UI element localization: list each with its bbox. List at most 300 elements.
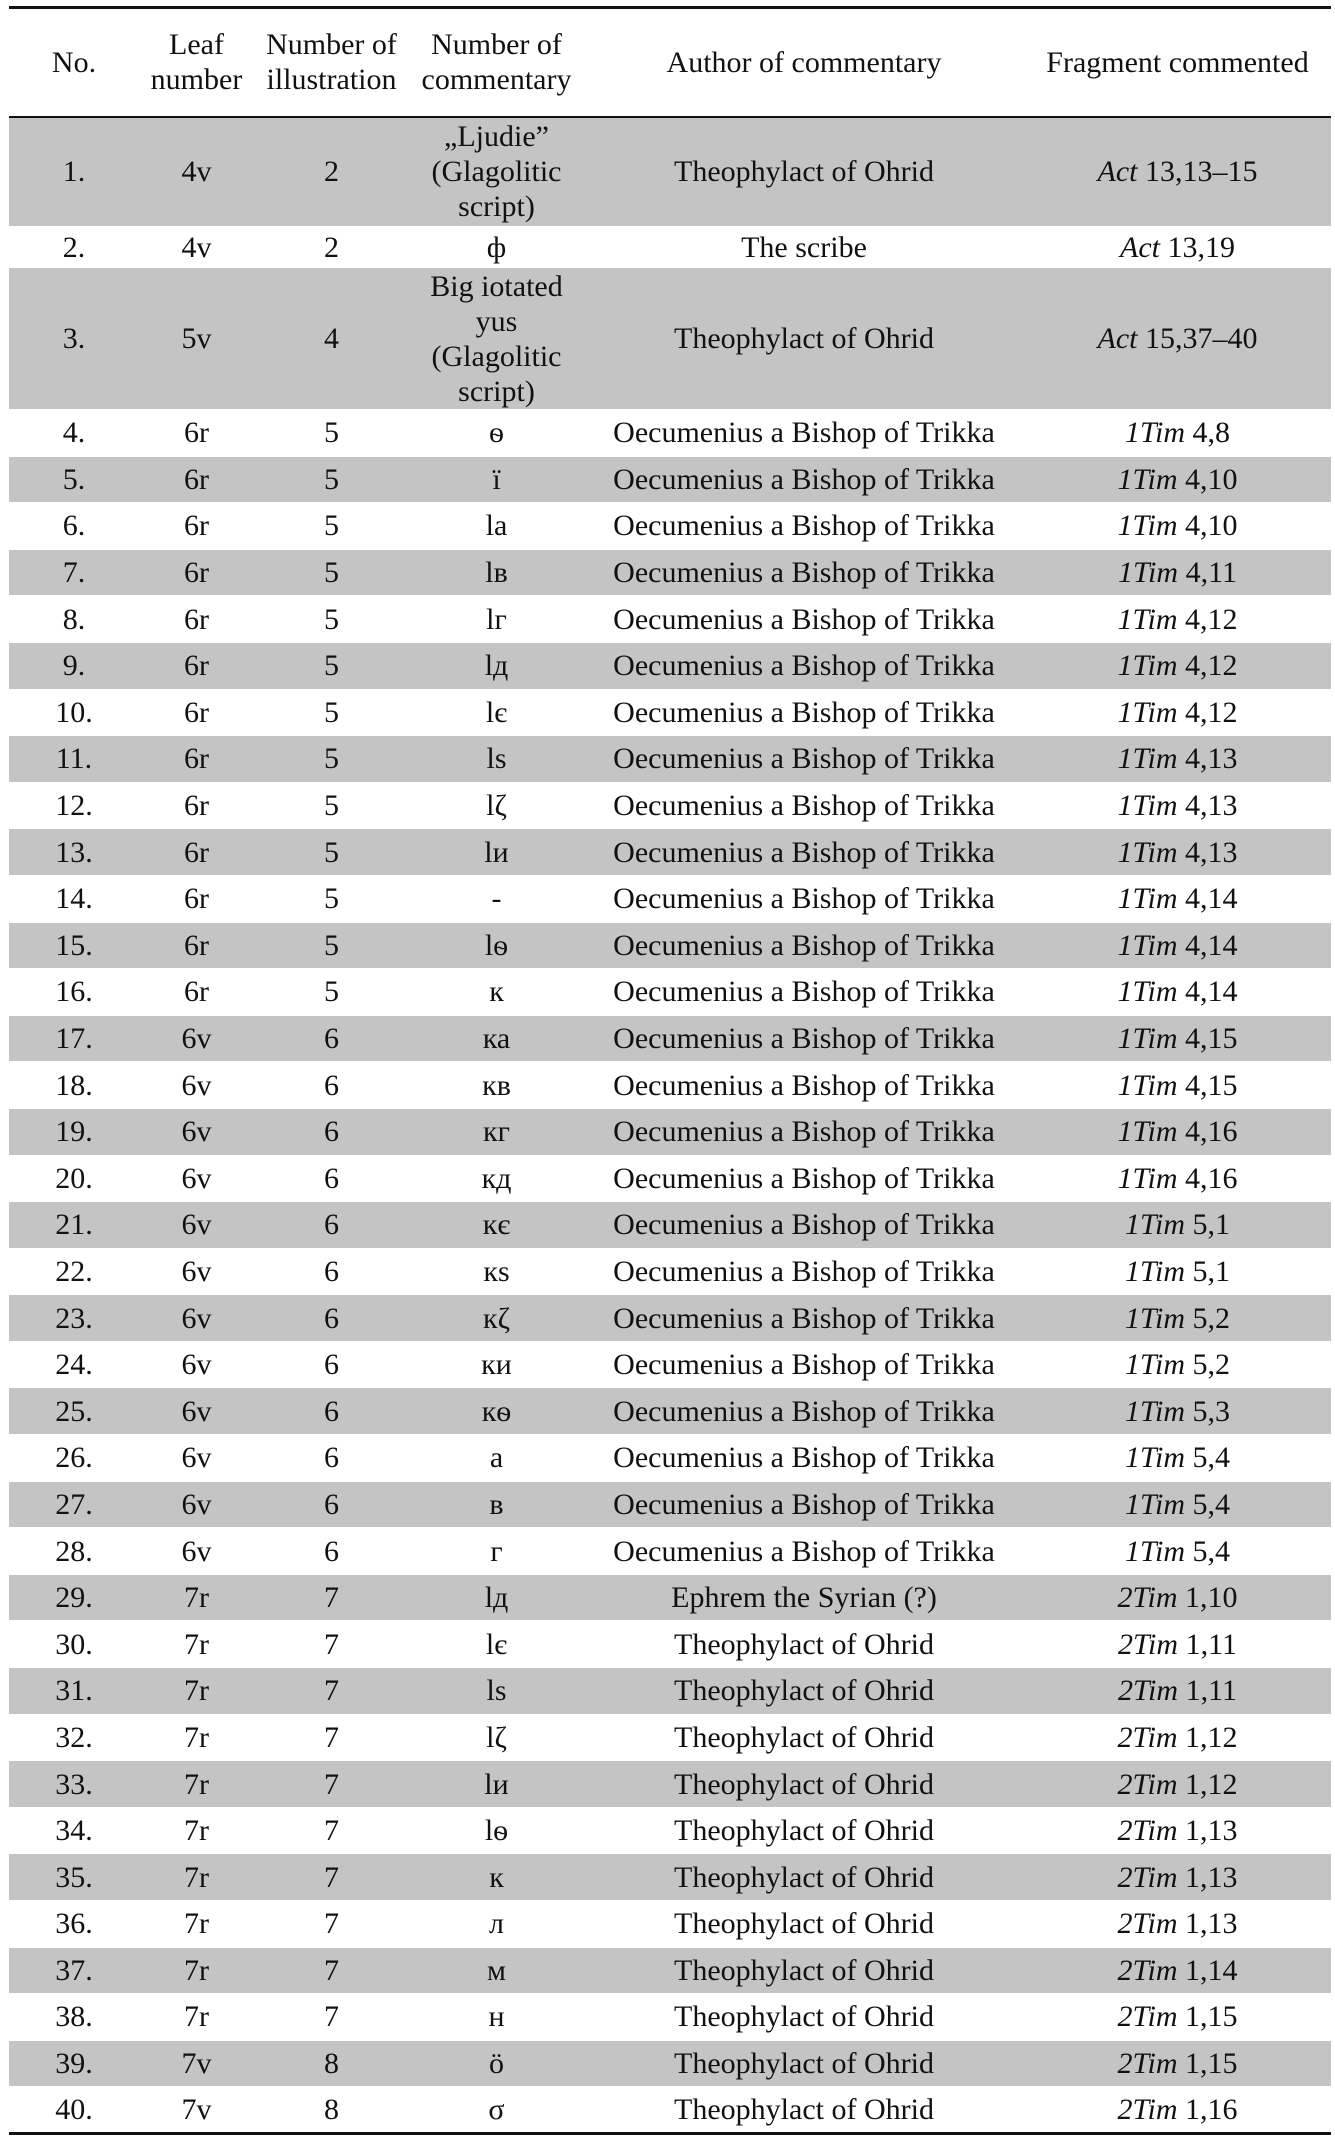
cell-no: 12. xyxy=(9,782,139,829)
cell-commentary-number: кє xyxy=(409,1202,584,1249)
cell-author: The scribe xyxy=(584,227,1024,268)
fragment-reference: 5,3 xyxy=(1192,1394,1231,1428)
cell-fragment xyxy=(1024,969,1331,1016)
table-row xyxy=(9,117,1331,227)
cell-fragment xyxy=(1024,1621,1331,1668)
cell-illustration-number: 5 xyxy=(254,642,409,689)
table-row xyxy=(9,689,1331,736)
fragment-book: 1Tim xyxy=(1117,975,1178,1009)
cell-commentary-number: к xyxy=(409,1854,584,1901)
cell-illustration-number: 7 xyxy=(254,1761,409,1808)
cell-commentary-number: ӏζ xyxy=(409,782,584,829)
cell-illustration-number: 5 xyxy=(254,922,409,969)
fragment-reference: 5,1 xyxy=(1192,1254,1231,1288)
cell-commentary-number: „Ljudie” (Glagolitic script) xyxy=(409,117,584,227)
cell-leaf-number: 6r xyxy=(139,969,254,1016)
cell-author: Oecumenius a Bishop of Trikka xyxy=(584,875,1024,922)
cell-fragment xyxy=(1024,1062,1331,1109)
fragment-reference: 4,10 xyxy=(1185,509,1238,543)
cell-author: Theophylact of Ohrid xyxy=(584,117,1024,227)
fragment-reference: 5,4 xyxy=(1192,1534,1231,1568)
table-row xyxy=(9,1062,1331,1109)
cell-illustration-number: 5 xyxy=(254,782,409,829)
cell-commentary-number: ӏѳ xyxy=(409,1807,584,1854)
fragment-book: 1Tim xyxy=(1117,928,1178,962)
fragment-book: 2Tim xyxy=(1117,2047,1178,2081)
cell-author: Theophylact of Ohrid xyxy=(584,1994,1024,2041)
cell-no: 40. xyxy=(9,2087,139,2134)
cell-commentary-number: ӏд xyxy=(409,642,584,689)
cell-leaf-number: 6r xyxy=(139,596,254,643)
cell-leaf-number: 4v xyxy=(139,227,254,268)
fragment-reference: 4,15 xyxy=(1185,1068,1238,1102)
cell-leaf-number: 6v xyxy=(139,1528,254,1575)
fragment-reference: 1,12 xyxy=(1185,1720,1238,1754)
cell-author: Oecumenius a Bishop of Trikka xyxy=(584,1388,1024,1435)
fragment-reference: 4,14 xyxy=(1185,882,1238,916)
fragment-reference: 4,15 xyxy=(1185,1022,1238,1056)
fragment-reference: 1,16 xyxy=(1185,2093,1238,2127)
cell-fragment xyxy=(1024,1341,1331,1388)
cell-author: Oecumenius a Bishop of Trikka xyxy=(584,1528,1024,1575)
fragment-book: 2Tim xyxy=(1117,1720,1178,1754)
fragment-book: 2Tim xyxy=(1117,1953,1178,1987)
cell-leaf-number: 7r xyxy=(139,1807,254,1854)
cell-fragment xyxy=(1024,1854,1331,1901)
cell-leaf-number: 6v xyxy=(139,1481,254,1528)
fragment-book: 2Tim xyxy=(1117,1814,1178,1848)
cell-leaf-number: 7r xyxy=(139,1901,254,1948)
cell-leaf-number: 7r xyxy=(139,1668,254,1715)
cell-commentary-number: ӏи xyxy=(409,829,584,876)
fragment-book: 1Tim xyxy=(1124,1208,1186,1242)
cell-leaf-number: 4v xyxy=(139,117,254,227)
cell-commentary-number: к xyxy=(409,969,584,1016)
fragment-reference: 4,10 xyxy=(1185,462,1238,496)
cell-leaf-number: 6r xyxy=(139,456,254,503)
table-row xyxy=(9,875,1331,922)
table-row xyxy=(9,1621,1331,1668)
fragment-book: 2Tim xyxy=(1117,1767,1178,1801)
cell-author: Theophylact of Ohrid xyxy=(584,1901,1024,1948)
cell-commentary-number: ӏг xyxy=(409,596,584,643)
cell-fragment xyxy=(1024,1528,1331,1575)
cell-illustration-number: 5 xyxy=(254,503,409,550)
cell-leaf-number: 6v xyxy=(139,1062,254,1109)
fragment-reference: 1,15 xyxy=(1185,2000,1238,2034)
cell-fragment xyxy=(1024,736,1331,783)
cell-commentary-number: Big iotated yus (Glagolitic script) xyxy=(409,268,584,410)
cell-commentary-number: ӏд xyxy=(409,1574,584,1621)
table-row xyxy=(9,1668,1331,1715)
cell-illustration-number: 6 xyxy=(254,1015,409,1062)
table-row xyxy=(9,1854,1331,1901)
cell-author: Oecumenius a Bishop of Trikka xyxy=(584,782,1024,829)
cell-no: 15. xyxy=(9,922,139,969)
cell-no: 16. xyxy=(9,969,139,1016)
table-row xyxy=(9,410,1331,457)
table-row xyxy=(9,456,1331,503)
fragment-book: 1Tim xyxy=(1117,835,1178,869)
cell-no: 5. xyxy=(9,456,139,503)
cell-no: 21. xyxy=(9,1202,139,1249)
cell-author: Oecumenius a Bishop of Trikka xyxy=(584,596,1024,643)
table-row xyxy=(9,1155,1331,1202)
cell-fragment xyxy=(1024,2040,1331,2087)
cell-author: Oecumenius a Bishop of Trikka xyxy=(584,1062,1024,1109)
cell-fragment xyxy=(1024,782,1331,829)
cell-leaf-number: 7r xyxy=(139,1994,254,2041)
cell-illustration-number: 6 xyxy=(254,1528,409,1575)
fragment-reference: 4,13 xyxy=(1185,835,1238,869)
fragment-reference: 4,13 xyxy=(1185,742,1238,776)
cell-illustration-number: 6 xyxy=(254,1108,409,1155)
commentary-table xyxy=(9,6,1331,2135)
fragment-reference: 5,2 xyxy=(1192,1348,1231,1382)
cell-leaf-number: 7r xyxy=(139,1854,254,1901)
cell-leaf-number: 7r xyxy=(139,1714,254,1761)
cell-fragment xyxy=(1024,268,1331,410)
cell-author: Theophylact of Ohrid xyxy=(584,1854,1024,1901)
cell-no: 26. xyxy=(9,1435,139,1482)
cell-leaf-number: 7r xyxy=(139,1947,254,1994)
fragment-reference: 5,4 xyxy=(1192,1487,1231,1521)
fragment-reference: 1,14 xyxy=(1185,1953,1238,1987)
header-row xyxy=(9,8,1331,117)
cell-no: 32. xyxy=(9,1714,139,1761)
cell-no: 17. xyxy=(9,1015,139,1062)
table-row xyxy=(9,969,1331,1016)
table-row xyxy=(9,1947,1331,1994)
fragment-reference: 4,16 xyxy=(1185,1115,1238,1149)
cell-commentary-number: л xyxy=(409,1901,584,1948)
table-row xyxy=(9,1108,1331,1155)
cell-author: Theophylact of Ohrid xyxy=(584,1807,1024,1854)
cell-illustration-number: 6 xyxy=(254,1295,409,1342)
cell-commentary-number: кѕ xyxy=(409,1248,584,1295)
cell-commentary-number: ӏѳ xyxy=(409,922,584,969)
cell-illustration-number: 5 xyxy=(254,410,409,457)
cell-fragment xyxy=(1024,1481,1331,1528)
table-row xyxy=(9,227,1331,268)
cell-commentary-number: а xyxy=(409,1435,584,1482)
cell-commentary-number: кг xyxy=(409,1108,584,1155)
fragment-reference: 5,1 xyxy=(1192,1208,1231,1242)
cell-author: Oecumenius a Bishop of Trikka xyxy=(584,1202,1024,1249)
table-row xyxy=(9,1574,1331,1621)
cell-commentary-number: н xyxy=(409,1994,584,2041)
cell-fragment xyxy=(1024,410,1331,457)
cell-no: 13. xyxy=(9,829,139,876)
cell-fragment xyxy=(1024,689,1331,736)
cell-commentary-number: г xyxy=(409,1528,584,1575)
cell-commentary-number: ф xyxy=(409,227,584,268)
cell-no: 1. xyxy=(9,117,139,227)
cell-commentary-number: в xyxy=(409,1481,584,1528)
fragment-reference: 4,13 xyxy=(1185,789,1238,823)
fragment-book: 2Tim xyxy=(1117,1581,1178,1615)
cell-illustration-number: 2 xyxy=(254,117,409,227)
cell-no: 10. xyxy=(9,689,139,736)
cell-no: 8. xyxy=(9,596,139,643)
cell-no: 7. xyxy=(9,549,139,596)
table-row xyxy=(9,829,1331,876)
cell-author: Oecumenius a Bishop of Trikka xyxy=(584,410,1024,457)
cell-no: 31. xyxy=(9,1668,139,1715)
fragment-book: 1Tim xyxy=(1124,1348,1186,1382)
cell-fragment xyxy=(1024,1015,1331,1062)
cell-commentary-number: σ xyxy=(409,2087,584,2134)
commentary-table-container xyxy=(9,6,1331,2135)
fragment-reference: 1,13 xyxy=(1185,1907,1238,1941)
cell-no: 14. xyxy=(9,875,139,922)
cell-author: Theophylact of Ohrid xyxy=(584,1714,1024,1761)
cell-commentary-number: ӏє xyxy=(409,1621,584,1668)
cell-illustration-number: 5 xyxy=(254,456,409,503)
cell-illustration-number: 6 xyxy=(254,1481,409,1528)
cell-fragment xyxy=(1024,456,1331,503)
table-row xyxy=(9,782,1331,829)
table-row xyxy=(9,1295,1331,1342)
cell-author: Oecumenius a Bishop of Trikka xyxy=(584,1015,1024,1062)
cell-leaf-number: 6r xyxy=(139,875,254,922)
cell-fragment xyxy=(1024,829,1331,876)
cell-no: 30. xyxy=(9,1621,139,1668)
cell-commentary-number: ö xyxy=(409,2040,584,2087)
cell-no: 23. xyxy=(9,1295,139,1342)
fragment-reference: 1,12 xyxy=(1185,1767,1238,1801)
table-row xyxy=(9,1248,1331,1295)
fragment-reference: 4,12 xyxy=(1185,695,1238,729)
cell-author: Oecumenius a Bishop of Trikka xyxy=(584,736,1024,783)
cell-no: 25. xyxy=(9,1388,139,1435)
cell-author: Oecumenius a Bishop of Trikka xyxy=(584,642,1024,689)
cell-leaf-number: 6v xyxy=(139,1341,254,1388)
cell-leaf-number: 6r xyxy=(139,736,254,783)
fragment-book: 1Tim xyxy=(1124,1394,1186,1428)
fragment-reference: 4,14 xyxy=(1185,975,1238,1009)
cell-illustration-number: 5 xyxy=(254,829,409,876)
cell-leaf-number: 6v xyxy=(139,1295,254,1342)
cell-commentary-number: ка xyxy=(409,1015,584,1062)
fragment-book: 1Tim xyxy=(1117,789,1178,823)
cell-fragment xyxy=(1024,1435,1331,1482)
cell-no: 3. xyxy=(9,268,139,410)
cell-leaf-number: 6r xyxy=(139,503,254,550)
fragment-book: Act xyxy=(1097,322,1138,355)
table-row xyxy=(9,549,1331,596)
table-row xyxy=(9,1761,1331,1808)
cell-no: 34. xyxy=(9,1807,139,1854)
cell-no: 11. xyxy=(9,736,139,783)
fragment-reference: 5,2 xyxy=(1192,1301,1231,1335)
fragment-book: 2Tim xyxy=(1118,1627,1179,1661)
cell-commentary-number: ӏζ xyxy=(409,1714,584,1761)
cell-leaf-number: 6r xyxy=(139,549,254,596)
fragment-book: 1Tim xyxy=(1117,1068,1178,1102)
header-number-of-commentary: Number of commentary xyxy=(409,8,584,117)
cell-author: Theophylact of Ohrid xyxy=(584,268,1024,410)
cell-fragment xyxy=(1024,1947,1331,1994)
fragment-book: 1Tim xyxy=(1124,1534,1186,1568)
cell-fragment xyxy=(1024,549,1331,596)
cell-commentary-number: ӏѕ xyxy=(409,1668,584,1715)
fragment-book: 1Tim xyxy=(1117,1161,1178,1195)
cell-fragment xyxy=(1024,1155,1331,1202)
fragment-reference: 4,8 xyxy=(1192,416,1231,450)
fragment-reference: 1,13 xyxy=(1185,1860,1238,1894)
table-row xyxy=(9,736,1331,783)
fragment-book: 1Tim xyxy=(1117,1115,1178,1149)
fragment-book: 1Tim xyxy=(1117,1022,1178,1056)
fragment-reference: 4,12 xyxy=(1185,649,1238,683)
cell-illustration-number: 7 xyxy=(254,1574,409,1621)
table-body xyxy=(9,117,1331,2134)
table-row xyxy=(9,1388,1331,1435)
cell-no: 18. xyxy=(9,1062,139,1109)
cell-no: 19. xyxy=(9,1108,139,1155)
cell-fragment xyxy=(1024,596,1331,643)
table-row xyxy=(9,1528,1331,1575)
cell-illustration-number: 2 xyxy=(254,227,409,268)
cell-commentary-number: кζ xyxy=(409,1295,584,1342)
cell-fragment xyxy=(1024,922,1331,969)
cell-commentary-number: ӏа xyxy=(409,503,584,550)
cell-fragment xyxy=(1024,1202,1331,1249)
cell-no: 33. xyxy=(9,1761,139,1808)
fragment-reference: 1,15 xyxy=(1185,2047,1238,2081)
fragment-reference: 13,13–15 xyxy=(1144,155,1258,189)
cell-leaf-number: 7v xyxy=(139,2087,254,2134)
cell-leaf-number: 6r xyxy=(139,410,254,457)
cell-illustration-number: 6 xyxy=(254,1155,409,1202)
cell-illustration-number: 8 xyxy=(254,2087,409,2134)
cell-no: 4. xyxy=(9,410,139,457)
cell-fragment xyxy=(1024,1574,1331,1621)
table-row xyxy=(9,1341,1331,1388)
cell-fragment xyxy=(1024,1248,1331,1295)
table-row xyxy=(9,642,1331,689)
cell-author: Oecumenius a Bishop of Trikka xyxy=(584,1248,1024,1295)
fragment-book: 2Tim xyxy=(1117,2000,1178,2034)
cell-illustration-number: 6 xyxy=(254,1202,409,1249)
cell-no: 6. xyxy=(9,503,139,550)
cell-illustration-number: 7 xyxy=(254,1901,409,1948)
cell-fragment xyxy=(1024,1994,1331,2041)
cell-illustration-number: 6 xyxy=(254,1248,409,1295)
fragment-reference: 13,19 xyxy=(1167,230,1235,264)
cell-illustration-number: 7 xyxy=(254,1668,409,1715)
fragment-reference: 1,13 xyxy=(1185,1814,1238,1848)
cell-leaf-number: 6r xyxy=(139,689,254,736)
cell-illustration-number: 5 xyxy=(254,736,409,783)
header-author-of-commentary: Author of commentary xyxy=(584,8,1024,117)
fragment-book: 2Tim xyxy=(1117,1907,1178,1941)
cell-author: Oecumenius a Bishop of Trikka xyxy=(584,1295,1024,1342)
cell-commentary-number: кд xyxy=(409,1155,584,1202)
cell-author: Oecumenius a Bishop of Trikka xyxy=(584,689,1024,736)
fragment-book: 1Tim xyxy=(1124,1301,1186,1335)
fragment-reference: 15,37–40 xyxy=(1144,322,1258,355)
fragment-reference: 1,11 xyxy=(1185,1674,1237,1708)
cell-no: 38. xyxy=(9,1994,139,2041)
table-row xyxy=(9,1994,1331,2041)
fragment-book: 1Tim xyxy=(1124,416,1186,450)
cell-no: 9. xyxy=(9,642,139,689)
cell-author: Theophylact of Ohrid xyxy=(584,1621,1024,1668)
cell-illustration-number: 6 xyxy=(254,1388,409,1435)
header-number-of-illustration: Number of illustration xyxy=(254,8,409,117)
cell-fragment xyxy=(1024,1388,1331,1435)
cell-leaf-number: 6r xyxy=(139,642,254,689)
cell-commentary-number: кв xyxy=(409,1062,584,1109)
cell-author: Oecumenius a Bishop of Trikka xyxy=(584,829,1024,876)
cell-fragment xyxy=(1024,642,1331,689)
cell-author: Oecumenius a Bishop of Trikka xyxy=(584,969,1024,1016)
cell-leaf-number: 5v xyxy=(139,268,254,410)
table-row xyxy=(9,1714,1331,1761)
cell-fragment xyxy=(1024,117,1331,227)
cell-commentary-number: ӏи xyxy=(409,1761,584,1808)
fragment-book: Act xyxy=(1120,230,1160,264)
cell-fragment xyxy=(1024,1714,1331,1761)
cell-commentary-number: ӏѕ xyxy=(409,736,584,783)
table-row xyxy=(9,1807,1331,1854)
cell-author: Oecumenius a Bishop of Trikka xyxy=(584,1155,1024,1202)
fragment-book: Act xyxy=(1097,155,1138,189)
cell-leaf-number: 6v xyxy=(139,1108,254,1155)
cell-leaf-number: 6v xyxy=(139,1202,254,1249)
cell-illustration-number: 8 xyxy=(254,2040,409,2087)
table-row xyxy=(9,1481,1331,1528)
cell-author: Ephrem the Syrian (?) xyxy=(584,1574,1024,1621)
fragment-book: 1Tim xyxy=(1117,509,1178,543)
fragment-book: 1Tim xyxy=(1124,1487,1186,1521)
header-no: No. xyxy=(9,8,139,117)
cell-fragment xyxy=(1024,1761,1331,1808)
table-row xyxy=(9,2087,1331,2134)
cell-fragment xyxy=(1024,1901,1331,1948)
fragment-reference: 5,4 xyxy=(1192,1441,1231,1475)
cell-leaf-number: 6r xyxy=(139,829,254,876)
header-fragment-commented: Fragment commented xyxy=(1024,8,1331,117)
cell-fragment xyxy=(1024,2087,1331,2134)
cell-leaf-number: 6v xyxy=(139,1388,254,1435)
cell-leaf-number: 6r xyxy=(139,782,254,829)
cell-no: 28. xyxy=(9,1528,139,1575)
cell-fragment xyxy=(1024,227,1331,268)
cell-no: 29. xyxy=(9,1574,139,1621)
cell-no: 24. xyxy=(9,1341,139,1388)
fragment-reference: 4,14 xyxy=(1185,928,1238,962)
table-row xyxy=(9,2040,1331,2087)
cell-commentary-number: ѳ xyxy=(409,410,584,457)
table-row xyxy=(9,1202,1331,1249)
cell-leaf-number: 7r xyxy=(139,1621,254,1668)
table-row xyxy=(9,1435,1331,1482)
fragment-book: 2Tim xyxy=(1117,2093,1178,2127)
cell-leaf-number: 7r xyxy=(139,1574,254,1621)
fragment-book: 1Tim xyxy=(1124,1441,1186,1475)
cell-leaf-number: 6v xyxy=(139,1248,254,1295)
cell-author: Theophylact of Ohrid xyxy=(584,2040,1024,2087)
cell-no: 39. xyxy=(9,2040,139,2087)
cell-no: 27. xyxy=(9,1481,139,1528)
cell-author: Theophylact of Ohrid xyxy=(584,2087,1024,2134)
cell-author: Oecumenius a Bishop of Trikka xyxy=(584,503,1024,550)
cell-no: 20. xyxy=(9,1155,139,1202)
cell-author: Theophylact of Ohrid xyxy=(584,1947,1024,1994)
